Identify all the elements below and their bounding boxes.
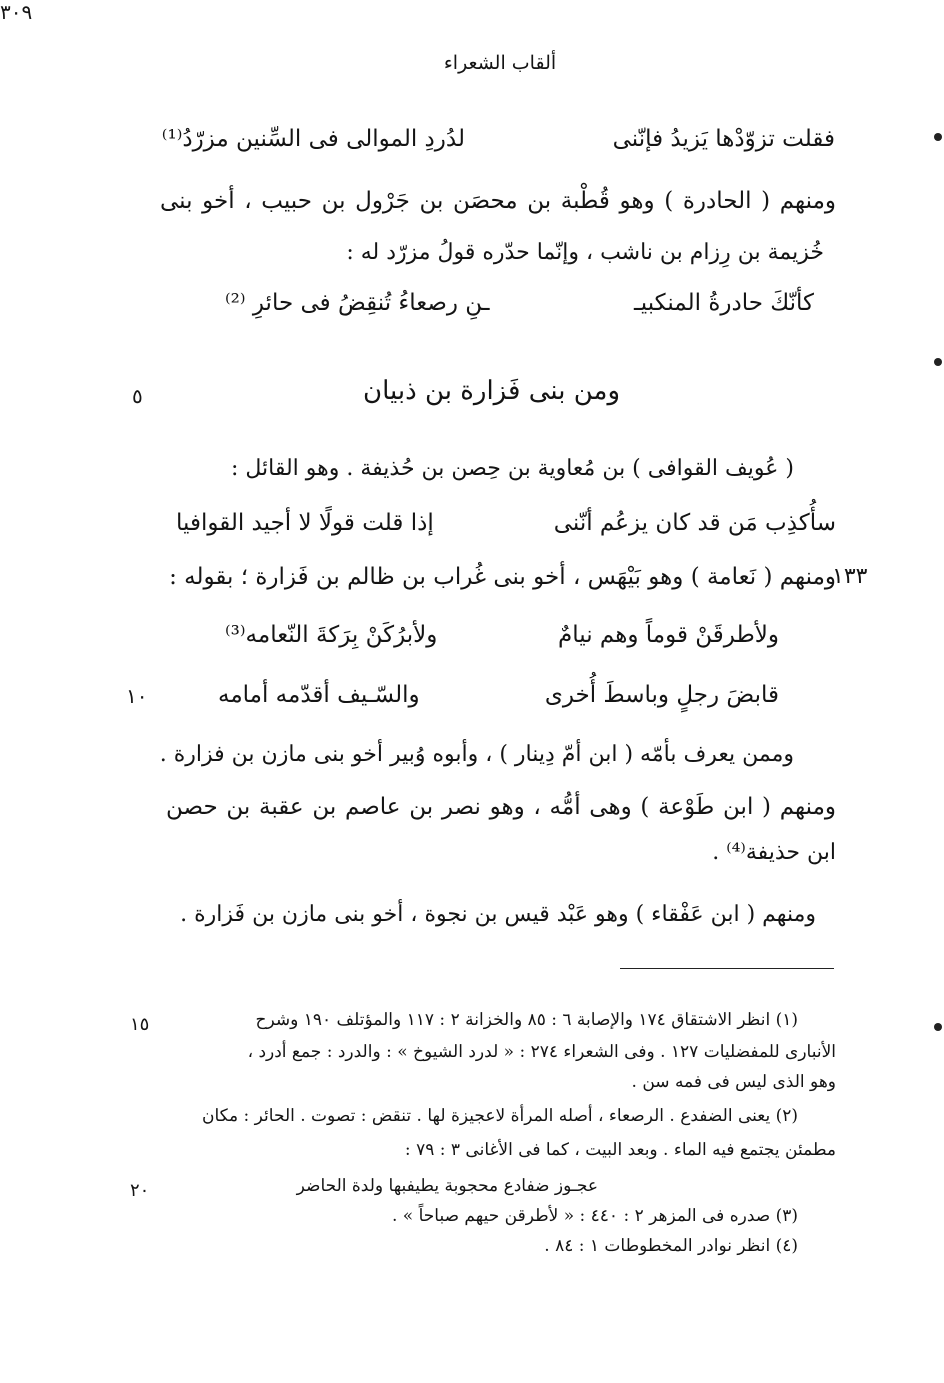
verse-hemistich-right: قابضَ رجلٍ وباسطَ أُخرى (544, 682, 779, 708)
prose-line: ( عُويف القوافى ) بن مُعاوية بن حِصن بن حُذيفة . وهو القائل : (230, 456, 794, 481)
footnote-line: مطمئن يجتمع فيه الماء . وبعد البيت ، كما فى الأغانى ٣ : ٧٩ : (404, 1140, 836, 1160)
prose-line: ابن حذيفة⁽⁴⁾ . (712, 840, 836, 865)
prose-line: خُزيمة بن رِزام بن ناشب ، وإنّما حدّره قولُ مزرّد له : (346, 240, 824, 265)
line-number: ١٣٣ (832, 564, 868, 589)
running-title: ألقاب الشعراء (443, 52, 557, 74)
verse-hemistich-right: فقلت تزوّدْها يَزيدُ فإنّنى (612, 126, 835, 152)
verse-hemistich-right: ولأطرقَنْ قوماً وهم نيامٌ (558, 622, 779, 648)
page-number: ٣٠٩ (0, 0, 33, 24)
verse-hemistich-left: لدُردِ الموالى فى السِّنين مزرّدُ⁽¹⁾ (161, 126, 465, 152)
prose-line: ومنهم ( الحادرة ) وهو قُطْبة بن محصَن بن جَرْول بن حبيب ، أخو بنى (160, 188, 836, 214)
prose-line: وممن يعرف بأمّه ( ابن أمّ دِينار ) ، وأبوه وُبير أخو بنى مازن بن فزارة . (159, 742, 794, 767)
footnote-separator (620, 968, 834, 969)
prose-line: ومنهم ( ابن طَوْعة ) وهى أمُّه ، وهو نصر بن عاصم بن عقبة بن حصن (166, 794, 836, 820)
margin-mark (934, 358, 942, 366)
verse-hemistich-right: كأنّكَ حادرةُ المنكبيـ (634, 290, 814, 316)
footnote-line: الأنبارى للمفضليات ١٢٧ . وفى الشعراء ٢٧٤ : « لدرد الشيوخ » : والدرد : جمع أدرد ، (247, 1042, 836, 1062)
line-number: ١٠ (126, 684, 148, 708)
verse-hemistich-right: سأُكذِب مَن قد كان يزعُم أنّنى (553, 510, 836, 536)
verse-hemistich-left: ولأبرُكَنْ بِرَكةَ النّعامه⁽³⁾ (225, 622, 438, 648)
line-number: ٢٠ (130, 1180, 150, 1201)
verse-hemistich-left: ـنِ رصعاءُ تُنقِضُ فى حائرِ ⁽²⁾ (225, 290, 490, 316)
prose-line: ومنهم ( ابن عَفْقاء ) وهو عَبْد قيس بن نجوة ، أخو بنى مازن بن فَزارة . (180, 902, 816, 927)
footnote-line: (٢) يعنى الضفدع . الرصعاء ، أصله المرأة لاعجيزة لها . تنقض : تصوت . الحائر : مكان (201, 1106, 798, 1126)
verse-hemistich-left: والسّـيف أقدّمه أمامه (218, 682, 420, 708)
footnote-verse: عجـوز ضفادع محجوبة يطيفبها ولدة الحاضر (296, 1176, 598, 1196)
margin-mark (934, 133, 942, 141)
margin-mark (934, 1023, 942, 1031)
line-number: ١٥ (130, 1014, 150, 1035)
verse-hemistich-left: إذا قلت قولًا لا أجيد القوافيا (176, 510, 434, 536)
footnote-line: (٤) انظر نوادر المخطوطات ١ : ٨٤ . (544, 1236, 798, 1256)
footnote-line: (٣) صدره فى المزهر ٢ : ٤٤٠ : « لأطرقن حيهم صباحاً » . (391, 1206, 798, 1226)
prose-line: ومنهم ( نَعامة ) وهو بَيْهَس ، أخو بنى غُراب بن ظالم بن فَزارة ؛ بقوله : (169, 564, 836, 590)
footnote-line: (١) انظر الاشتقاق ١٧٤ والإصابة ٦ : ٨٥ والخزانة ٢ : ١١٧ والمؤتلف ١٩٠ وشرح (255, 1010, 798, 1030)
line-number: ٥ (132, 384, 143, 408)
section-heading: ومن بنى فَزارة بن ذبيان (363, 376, 620, 406)
footnote-line: وهو الذى ليس فى فمه سن . (631, 1072, 836, 1092)
